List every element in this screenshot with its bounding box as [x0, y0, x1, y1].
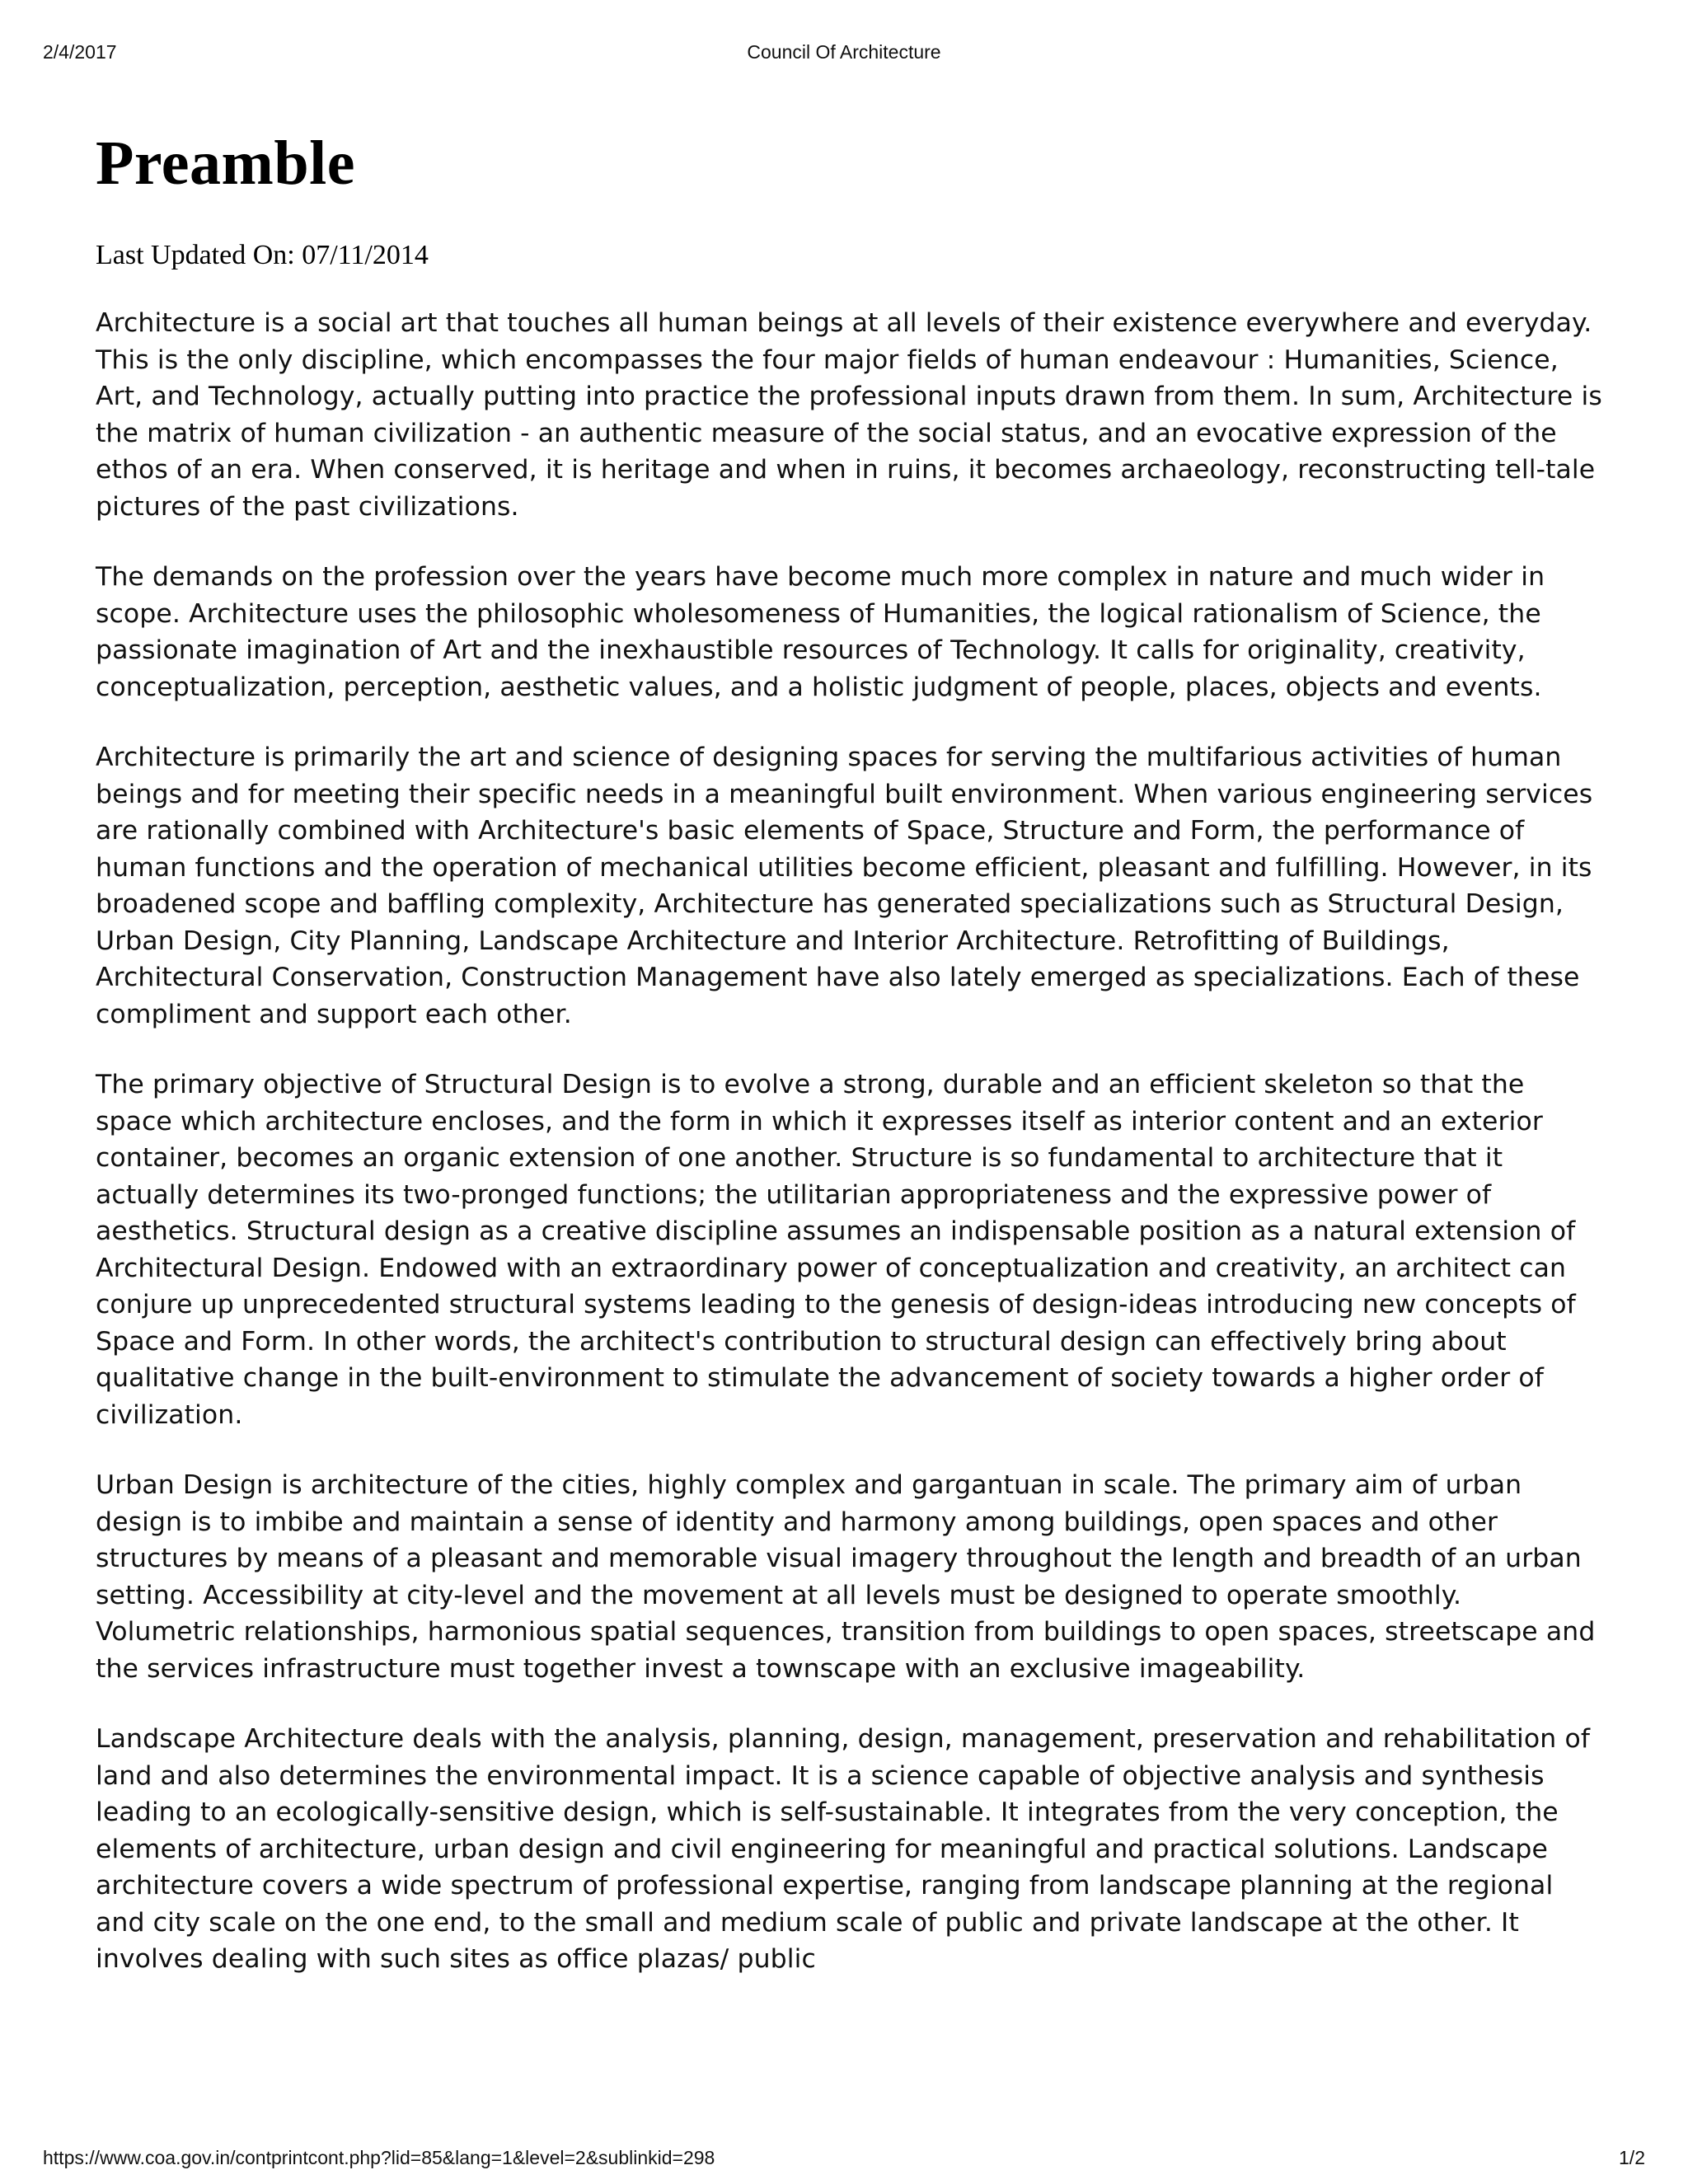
paragraph: Architecture is a social art that touches all human beings at all levels of their existence everywhere and everyday. This is the only discipline, which encompasses the four major fields of human endeavour : Humanities, Science, Art, and Technology, actually putting into practice the professional inputs drawn from them. In sum, Architecture is the matrix of human civilization - an authentic measure of the social status, and an evocative expression of the ethos of an era. When conserved, it is heritage and when in ruins, it becomes archaeology, reconstructing tell-tale pictures of the past civilizations. — [96, 308, 1602, 522]
page-title: Preamble — [96, 129, 355, 198]
page-number: 1/2 — [1619, 2147, 1645, 2168]
page-url: https://www.coa.gov.in/contprintcont.php?lid=85&lang=1&level=2&sublinkid=298 — [43, 2147, 715, 2168]
print-header — [43, 41, 1645, 69]
page-content — [96, 124, 1604, 1978]
paragraph: Landscape Architecture deals with the analysis, planning, design, management, preservation and rehabilitation of land and also determines the environmental impact. It is a science capable of objective analysis and synthesis leading to an ecologically-sensitive design, which is self-sustainable. It integrates from the very conception, the elements of architecture, urban design and civil engineering for meaningful and practical solutions. Landscape architecture covers a wide spectrum of professional expertise, ranging from landscape planning at the regional and city scale on the one end, to the small and medium scale of public and private landscape at the other. It involves dealing with such sites as office plazas/ public — [96, 1724, 1591, 1974]
print-footer — [43, 2147, 1645, 2175]
paragraph: The primary objective of Structural Design is to evolve a strong, durable and an efficient skeleton so that the space which architecture encloses, and the form in which it expresses itself as interior content and an exterior container, becomes an organic extension of one another. Structure is so fundamental to architecture that it actually determines its two-pronged functions; the utilitarian appropriateness and the expressive power of aesthetics. Structural design as a creative discipline assumes an indispensable position as a natural extension of Architectural Design. Endowed with an extraordinary power of conceptualization and creativity, an architect can conjure up unprecedented structural systems leading to the genesis of design-ideas introducing new concepts of Space and Form. In other words, the architect's contribution to structural design can effectively bring about qualitative change in the built-environment to stimulate the advancement of society towards a higher order of civilization. — [96, 1070, 1576, 1430]
article-body — [96, 305, 1604, 1978]
site-title: Council Of Architecture — [747, 41, 941, 63]
paragraph: The demands on the profession over the years have become much more complex in nature and much wider in scope. Architecture uses the philosophic wholesomeness of Humanities, the logical rationalism of Science, the passionate imagination of Art and the inexhaustible resources of Technology. It calls for originality, creativity, conceptualization, perception, aesthetic values, and a holistic judgment of people, places, objects and events. — [96, 562, 1545, 702]
paragraph: Architecture is primarily the art and science of designing spaces for serving the multifarious activities of human beings and for meeting their specific needs in a meaningful built environment. When various engineering services are rationally combined with Architecture's basic elements of Space, Structure and Form, the performance of human functions and the operation of mechanical utilities become efficient, pleasant and fulfilling. However, in its broadened scope and baffling complexity, Architecture has generated specializations such as Structural Design, Urban Design, City Planning, Landscape Architecture and Interior Architecture. Retrofitting of Buildings, Architectural Conservation, Construction Management have also lately emerged as specializations. Each of these compliment and support each other. — [96, 743, 1593, 1029]
last-updated: Last Updated On: 07/11/2014 — [96, 240, 429, 270]
paragraph: Urban Design is architecture of the cities, highly complex and gargantuan in scale. The primary aim of urban design is to imbibe and maintain a sense of identity and harmony among buildings, open spaces and other structures by means of a pleasant and memorable visual imagery throughout the length and breadth of an urban setting. Accessibility at city-level and the movement at all levels must be designed to operate smoothly. Volumetric relationships, harmonious spatial sequences, transition from buildings to open spaces, streetscape and the services infrastructure must together invest a townscape with an exclusive imageability. — [96, 1470, 1596, 1684]
print-date: 2/4/2017 — [43, 41, 117, 63]
